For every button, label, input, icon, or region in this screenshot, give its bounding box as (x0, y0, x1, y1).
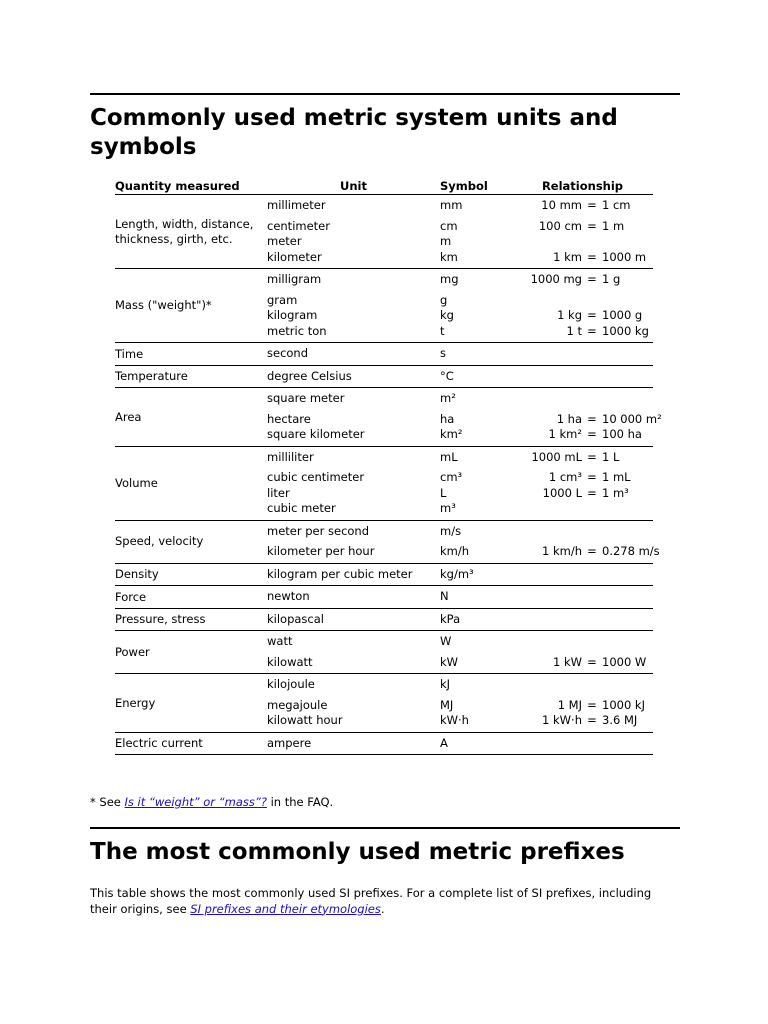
quantity-cell (115, 608, 267, 631)
relationship-rhs: 0.278 m/s (602, 544, 660, 558)
equals-sign: = (587, 249, 597, 264)
relationship-rhs: 1 g (602, 272, 621, 286)
unit-symbol: mm (440, 198, 463, 212)
unit-name: metric ton (267, 323, 327, 338)
relationship-rhs: 1000 g (602, 308, 643, 322)
relationship-lhs: 1000 L (542, 485, 582, 500)
faq-link[interactable]: Is it “weight” or “mass”? (124, 795, 267, 809)
quantity-label: Volume (115, 475, 158, 490)
unit-name: centimeter (267, 218, 330, 233)
relationship-lhs (512, 524, 582, 540)
relationship (512, 677, 653, 693)
unit-symbol: t (440, 323, 445, 338)
equals-sign: = (587, 697, 597, 712)
quantity-cell (115, 631, 267, 674)
equals-sign: = (587, 272, 597, 286)
relationship-rhs: 1 m³ (602, 485, 629, 500)
unit-symbol: m (440, 234, 452, 248)
table-row (115, 343, 653, 366)
quantity-cell (115, 563, 267, 586)
relationship-rhs (602, 612, 653, 628)
relationship (512, 427, 653, 443)
unit-name: milligram (267, 272, 322, 286)
symbol-cell (440, 674, 512, 733)
relationship (512, 308, 653, 324)
relationship-rhs (602, 234, 653, 250)
unit-symbol: W (440, 634, 452, 648)
table-row (115, 269, 653, 343)
unit-symbol: mg (440, 272, 459, 286)
relationship-rhs: 1 cm (602, 198, 631, 212)
unit-cell (267, 388, 440, 447)
page-title: Commonly used metric system units and symbols (90, 105, 618, 160)
symbol-cell (440, 343, 512, 366)
symbol-cell (440, 563, 512, 586)
unit-name: liter (267, 485, 290, 500)
symbol-cell (440, 195, 512, 269)
table-row (115, 586, 653, 609)
quantity-cell (115, 446, 267, 520)
relationship (512, 324, 653, 340)
relationship-lhs (512, 346, 582, 362)
table-row (115, 732, 653, 755)
unit-symbol: °C (440, 368, 454, 383)
relationship (512, 567, 653, 583)
quantity-label: Electric current (115, 736, 203, 750)
relationship (512, 736, 653, 752)
relationship-cell (512, 520, 660, 563)
relationship-lhs (512, 501, 582, 517)
symbol-cell (440, 520, 512, 563)
relationship-cell (512, 343, 653, 366)
quantity-label: Time (115, 346, 144, 361)
unit-name: hectare (267, 411, 311, 426)
equals-sign (582, 293, 602, 309)
relationship-lhs: 100 cm (538, 218, 582, 233)
equals-sign: = (587, 308, 597, 322)
header-symbol: Symbol (440, 177, 512, 195)
relationship-lhs: 10 mm (541, 198, 582, 212)
symbol-cell (440, 269, 512, 343)
unit-symbol: m³ (440, 501, 456, 515)
unit-name: meter per second (267, 523, 370, 538)
table-row (115, 365, 653, 388)
relationship-cell (512, 388, 662, 447)
unit-cell (267, 608, 440, 631)
equals-sign: = (587, 218, 597, 233)
relationship-lhs (512, 677, 582, 693)
unit-name: gram (267, 292, 298, 307)
prefixes-intro (90, 886, 670, 917)
header-relationship: Relationship (512, 177, 653, 195)
unit-cell (267, 631, 440, 674)
unit-name: square meter (267, 391, 345, 405)
symbol-cell (440, 446, 512, 520)
unit-symbol: kg/m³ (440, 566, 474, 581)
relationship-lhs: 1 cm³ (548, 470, 582, 484)
relationship-rhs (602, 736, 653, 752)
relationship-lhs (512, 736, 582, 752)
relationship-rhs (602, 634, 653, 650)
relationship-rhs (602, 501, 653, 517)
symbol-cell (440, 732, 512, 755)
unit-symbol: km² (440, 427, 463, 441)
unit-cell (267, 732, 440, 755)
unit-name: watt (267, 634, 293, 648)
header-quantity: Quantity measured (115, 177, 267, 195)
unit-symbol: kPa (440, 611, 461, 626)
si-prefixes-link[interactable]: SI prefixes and their etymologies (190, 901, 381, 916)
relationship (512, 369, 653, 385)
relationship-lhs (512, 391, 582, 407)
relationship-lhs: 1 km (553, 249, 582, 264)
quantity-cell (115, 520, 267, 563)
relationship (512, 219, 653, 235)
relationship (512, 250, 653, 266)
relationship-lhs: 1 t (566, 323, 582, 338)
relationship-rhs: 100 ha (602, 427, 642, 441)
relationship (512, 486, 653, 502)
relationship (512, 544, 660, 560)
unit-symbol: cm (440, 218, 458, 233)
unit-cell (267, 343, 440, 366)
unit-name: megajoule (267, 697, 328, 712)
relationship-rhs: 1000 kg (602, 323, 649, 338)
equals-sign (582, 567, 602, 583)
relationship (512, 634, 653, 650)
table-row (115, 631, 653, 674)
unit-name: kilometer (267, 249, 322, 264)
relationship (512, 272, 653, 288)
unit-name: kilojoule (267, 677, 315, 691)
unit-cell (267, 674, 440, 733)
relationship-rhs: 10 000 m² (602, 411, 662, 426)
table-row (115, 674, 653, 733)
equals-sign: = (587, 713, 597, 727)
unit-name: ampere (267, 735, 312, 750)
unit-symbol: kW (440, 654, 459, 669)
equals-sign (582, 369, 602, 385)
equals-sign: = (587, 427, 597, 441)
relationship-lhs: 1 km² (548, 427, 582, 441)
quantity-cell (115, 195, 267, 269)
unit-symbol: kJ (440, 677, 451, 691)
unit-name: milliliter (267, 449, 314, 464)
relationship-cell (512, 631, 653, 674)
unit-symbol: m/s (440, 523, 462, 538)
relationship-cell (512, 365, 653, 388)
relationship-lhs: 1 km/h (542, 544, 582, 558)
footnote (90, 795, 333, 809)
equals-sign (582, 391, 602, 407)
unit-cell (267, 520, 440, 563)
relationship-lhs: 1 MJ (557, 697, 582, 712)
relationship (512, 198, 653, 214)
unit-cell (267, 365, 440, 388)
relationship (512, 293, 653, 309)
unit-symbol: m² (440, 391, 456, 405)
equals-sign: = (587, 411, 597, 426)
relationship-lhs: 1000 mg (530, 272, 582, 286)
relationship-lhs (512, 369, 582, 385)
relationship-rhs (602, 567, 653, 583)
relationship-cell (512, 563, 653, 586)
unit-name: cubic meter (267, 501, 336, 515)
unit-cell (267, 446, 440, 520)
header-unit: Unit (267, 177, 440, 195)
unit-name: newton (267, 589, 310, 603)
unit-name: millimeter (267, 198, 326, 212)
equals-sign (582, 524, 602, 540)
quantity-cell (115, 365, 267, 388)
unit-cell (267, 269, 440, 343)
unit-name: kilopascal (267, 611, 324, 626)
relationship (512, 346, 653, 362)
unit-symbol: g (440, 292, 448, 307)
equals-sign (582, 501, 602, 517)
units-table-body (115, 195, 662, 755)
relationship (512, 524, 653, 540)
relationship-rhs (602, 589, 653, 605)
relationship-rhs: 3.6 MJ (602, 713, 638, 727)
table-row (115, 195, 653, 269)
relationship (512, 501, 653, 517)
relationship-rhs: 1000 W (602, 654, 647, 669)
unit-symbol: mL (440, 449, 458, 464)
top-rule (90, 93, 680, 95)
quantity-label: Temperature (115, 369, 188, 383)
relationship-rhs (602, 524, 653, 540)
relationship-cell (512, 732, 653, 755)
relationship (512, 411, 662, 428)
equals-sign (582, 612, 602, 628)
quantity-cell (115, 674, 267, 733)
relationship (512, 589, 653, 605)
relationship-lhs (512, 234, 582, 250)
equals-sign: = (587, 544, 597, 558)
equals-sign (582, 234, 602, 250)
relationship-rhs (602, 369, 653, 385)
relationship-rhs: 1 L (602, 449, 620, 464)
quantity-label: Mass ("weight")* (115, 298, 212, 313)
relationship-rhs (602, 293, 653, 309)
unit-name: kilogram (267, 308, 318, 322)
relationship-rhs: 1000 kJ (602, 697, 645, 712)
relationship-lhs: 1 ha (556, 411, 582, 426)
relationship-lhs: 1000 mL (531, 449, 582, 464)
table-row (115, 563, 653, 586)
relationship-cell (512, 586, 653, 609)
relationship-lhs (512, 612, 582, 628)
unit-symbol: N (440, 589, 449, 603)
unit-symbol: ha (440, 411, 455, 426)
relationship-rhs: 1000 m (602, 249, 647, 264)
footnote-suffix: in the FAQ. (266, 795, 334, 809)
relationship-lhs (512, 634, 582, 650)
relationship (512, 612, 653, 628)
equals-sign: = (587, 470, 597, 484)
relationship-lhs: 1 kW·h (542, 713, 582, 727)
equals-sign: = (587, 449, 597, 464)
equals-sign: = (587, 654, 597, 669)
quantity-cell (115, 388, 267, 447)
relationship-lhs (512, 567, 582, 583)
relationship-cell (512, 674, 653, 733)
table-header-row (115, 177, 653, 195)
units-table (115, 177, 662, 755)
relationship-lhs (512, 293, 582, 309)
quantity-cell (115, 586, 267, 609)
unit-name: meter (267, 234, 302, 248)
equals-sign (582, 346, 602, 362)
table-row (115, 520, 653, 563)
unit-cell (267, 586, 440, 609)
unit-name: kilogram per cubic meter (267, 566, 413, 581)
symbol-cell (440, 608, 512, 631)
relationship-lhs: 1 kg (557, 308, 582, 322)
relationship (512, 655, 653, 671)
symbol-cell (440, 365, 512, 388)
section-divider (90, 827, 680, 829)
quantity-cell (115, 343, 267, 366)
equals-sign (582, 677, 602, 693)
unit-symbol: cm³ (440, 470, 463, 484)
quantity-label: Power (115, 644, 150, 659)
quantity-label: Force (115, 589, 147, 604)
unit-cell (267, 195, 440, 269)
relationship-cell (512, 269, 653, 343)
quantity-label: Speed, velocity (115, 534, 204, 549)
relationship (512, 713, 653, 729)
unit-symbol: km (440, 249, 458, 264)
unit-cell (267, 563, 440, 586)
equals-sign: = (587, 323, 597, 338)
symbol-cell (440, 631, 512, 674)
intro-text: This table shows the most commonly used SI prefixes. For a complete list of SI prefixes, including their origins, see (90, 886, 652, 916)
unit-symbol: L (440, 485, 447, 500)
relationship-rhs (602, 346, 653, 362)
equals-sign (582, 589, 602, 605)
unit-symbol: km/h (440, 544, 470, 558)
intro-end: . (380, 901, 385, 916)
relationship (512, 470, 653, 486)
relationship-cell (512, 446, 653, 520)
relationship-rhs: 1 m (602, 218, 625, 233)
section-title-prefixes: The most commonly used metric prefixes (90, 839, 625, 865)
equals-sign: = (587, 198, 597, 212)
quantity-label: Length, width, distance, thickness, girth, etc. (115, 217, 254, 246)
equals-sign (582, 634, 602, 650)
relationship (512, 698, 653, 714)
footnote-prefix: * See (90, 795, 125, 809)
quantity-label: Area (115, 409, 142, 424)
unit-name: cubic centimeter (267, 470, 365, 484)
relationship (512, 234, 653, 250)
unit-name: square kilometer (267, 427, 365, 441)
table-row (115, 388, 653, 447)
relationship-lhs: 1 kW (552, 654, 582, 669)
unit-name: kilometer per hour (267, 544, 375, 558)
equals-sign: = (587, 485, 597, 500)
relationship (512, 391, 653, 407)
relationship-rhs (602, 391, 653, 407)
relationship-lhs (512, 589, 582, 605)
unit-name: kilowatt (267, 654, 313, 669)
unit-name: second (267, 346, 309, 360)
table-row (115, 608, 653, 631)
quantity-label: Energy (115, 695, 156, 710)
relationship-rhs: 1 mL (602, 470, 631, 484)
unit-name: kilowatt hour (267, 713, 343, 727)
quantity-label: Density (115, 567, 159, 581)
relationship-cell (512, 195, 653, 269)
unit-symbol: kW·h (440, 713, 469, 727)
quantity-cell (115, 269, 267, 343)
equals-sign (582, 736, 602, 752)
quantity-label: Pressure, stress (115, 612, 206, 626)
table-row (115, 446, 653, 520)
unit-symbol: MJ (440, 697, 454, 712)
relationship-rhs (602, 677, 653, 693)
symbol-cell (440, 586, 512, 609)
relationship (512, 450, 653, 466)
unit-symbol: kg (440, 308, 454, 322)
relationship-cell (512, 608, 653, 631)
quantity-cell (115, 732, 267, 755)
unit-symbol: s (440, 346, 446, 360)
unit-symbol: A (440, 735, 448, 750)
unit-name: degree Celsius (267, 368, 352, 383)
symbol-cell (440, 388, 512, 447)
